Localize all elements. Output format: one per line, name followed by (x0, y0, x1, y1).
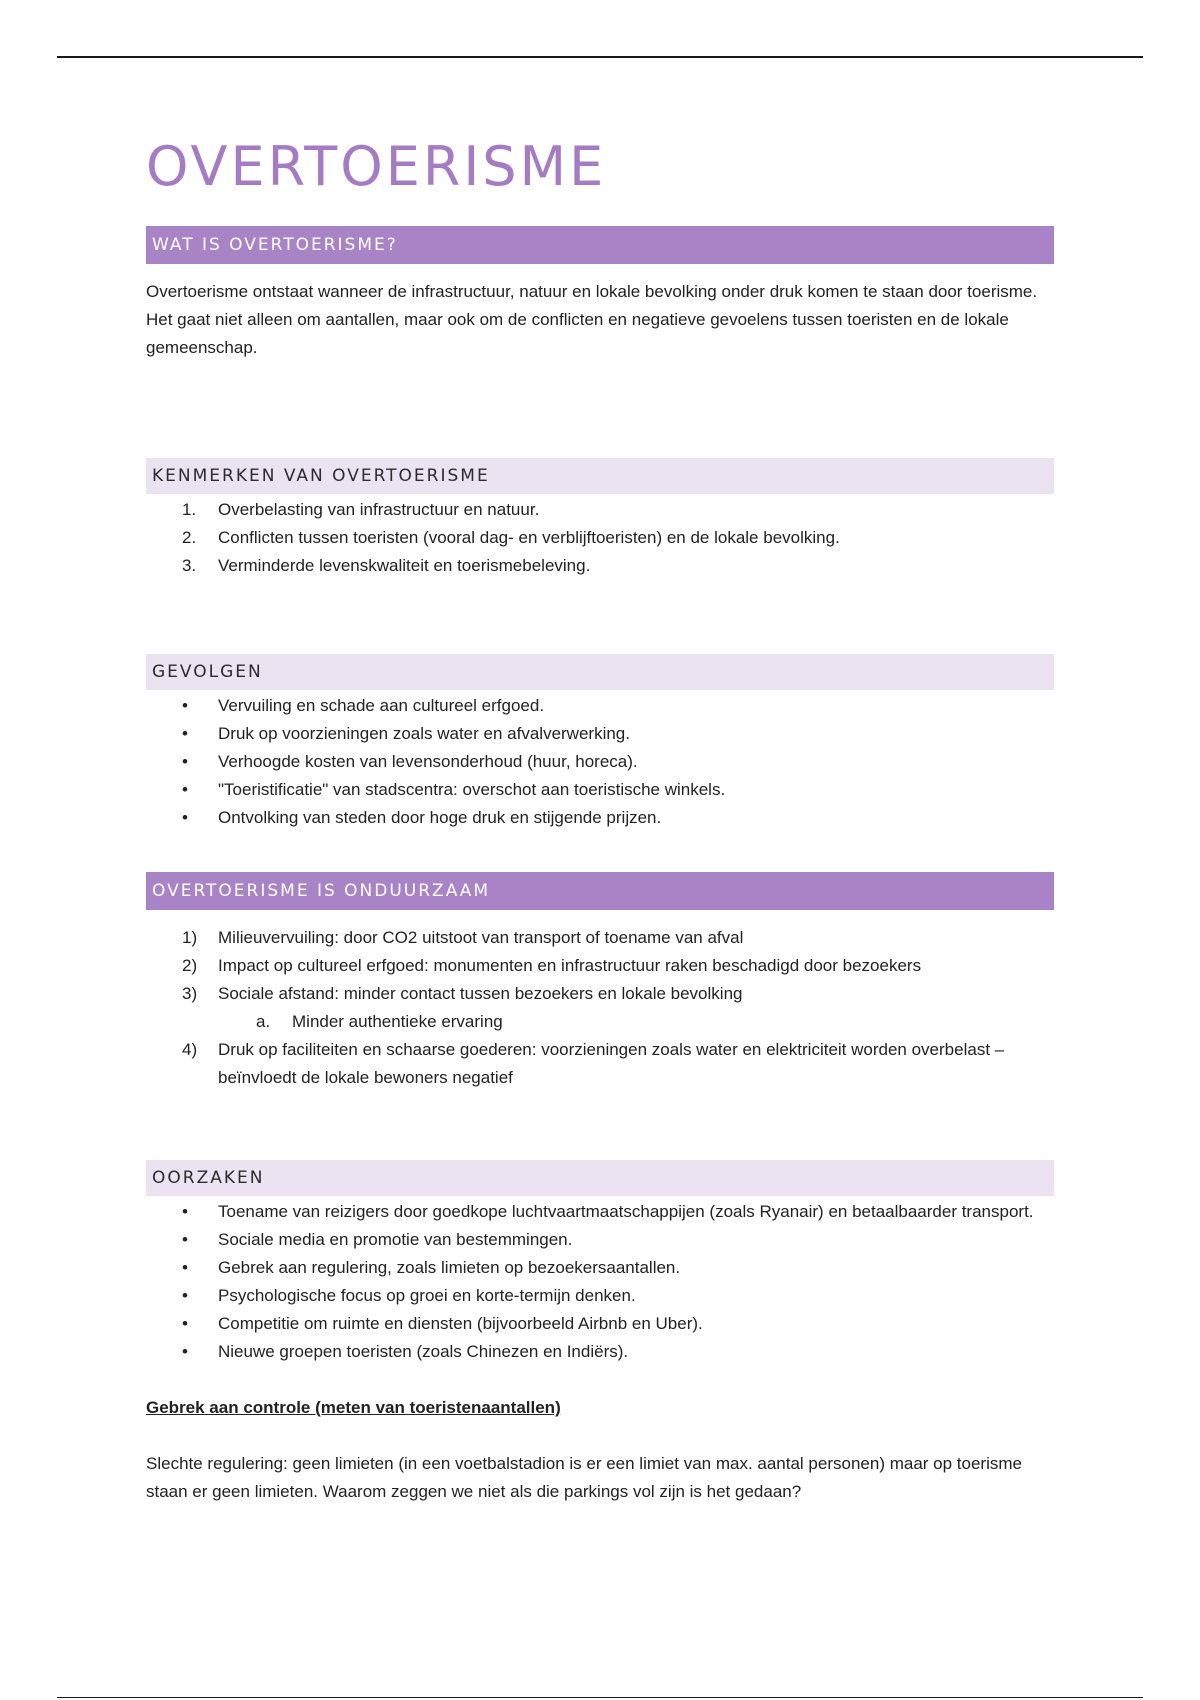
list-item (146, 804, 1054, 832)
document-body (146, 135, 1054, 1506)
list-item (146, 1310, 1054, 1338)
list-item-text: Druk op voorzieningen zoals water en afvalverwerking. (218, 724, 630, 743)
list-item (146, 552, 1054, 580)
list-item-text: Psychologische focus op groei en korte-termijn denken. (218, 1286, 636, 1305)
list-item-text: Verhoogde kosten van levensonderhoud (huur, horeca). (218, 752, 638, 771)
list-item-text: Nieuwe groepen toeristen (zoals Chinezen en Indiërs). (218, 1342, 629, 1361)
list-marker: 3. (182, 556, 197, 575)
bullet-icon: • (182, 724, 188, 743)
bullet-icon: • (182, 808, 188, 827)
list-kenmerken (146, 496, 1054, 580)
bullet-icon: • (182, 1258, 188, 1277)
section-heading-oorzaken: OORZAKEN (146, 1160, 1054, 1196)
list-item-text: Overbelasting van infrastructuur en natuur. (218, 500, 540, 519)
list-item-text: Competitie om ruimte en diensten (bijvoorbeeld Airbnb en Uber). (218, 1314, 703, 1333)
list-gevolgen (146, 692, 1054, 832)
list-item (146, 776, 1054, 804)
list-item (146, 1338, 1054, 1366)
section-heading-kenmerken: KENMERKEN VAN OVERTOERISME (146, 458, 1054, 494)
bullet-icon: • (182, 1342, 188, 1361)
subheading-controle: Gebrek aan controle (meten van toeristenaantallen) (146, 1398, 561, 1417)
section-heading-onduurzaam: OVERTOERISME IS ONDUURZAAM (146, 872, 1054, 910)
section-heading-wat: WAT IS OVERTOERISME? (146, 226, 1054, 264)
document-title: OVERTOERISME (146, 135, 607, 198)
list-marker: 2. (182, 528, 197, 547)
list-marker: a. (256, 1012, 271, 1031)
bullet-icon: • (182, 1230, 188, 1249)
list-item (146, 524, 1054, 552)
list-item (146, 748, 1054, 776)
list-item (146, 952, 1054, 980)
list-item (146, 1198, 1054, 1226)
list-oorzaken (146, 1198, 1054, 1366)
bullet-icon: • (182, 752, 188, 771)
bullet-icon: • (182, 1314, 188, 1333)
bullet-icon: • (182, 780, 188, 799)
list-item-text: Sociale afstand: minder contact tussen bezoekers en lokale bevolking (218, 984, 743, 1003)
list-item-text: Druk op faciliteiten en schaarse goederen: voorzieningen zoals water en elektriciteit worden overbelast – beïnvloedt de lokale bewoners negatief (218, 1040, 1005, 1087)
list-marker: 1. (182, 500, 197, 519)
list-item-text: Impact op cultureel erfgoed: monumenten en infrastructuur raken beschadigd door bezoekers (218, 956, 922, 975)
list-subitem (146, 1008, 1054, 1036)
list-item (146, 720, 1054, 748)
list-item-text: Conflicten tussen toeristen (vooral dag- en verblijftoeristen) en de lokale bevolking. (218, 528, 840, 547)
paragraph-controle: Slechte regulering: geen limieten (in een voetbalstadion is er een limiet van max. aantal personen) maar op toerisme staan er geen limieten. Waarom zeggen we niet als die parkings vol zijn is het gedaan? (146, 1454, 1022, 1501)
list-marker: 2) (182, 956, 198, 975)
list-item-text: Milieuvervuiling: door CO2 uitstoot van transport of toename van afval (218, 928, 744, 947)
bullet-icon: • (182, 696, 188, 715)
list-item-text: Sociale media en promotie van bestemmingen. (218, 1230, 573, 1249)
list-item (146, 1254, 1054, 1282)
bullet-icon: • (182, 1286, 188, 1305)
paragraph-wat: Overtoerisme ontstaat wanneer de infrastructuur, natuur en lokale bevolking onder druk komen te staan door toerisme. Het gaat niet alleen om aantallen, maar ook om de conflicten en negatieve gevoelens tussen toeristen en de lokale gemeenschap. (146, 282, 1038, 357)
bottom-rule (57, 1697, 1143, 1698)
list-item (146, 1282, 1054, 1310)
list-marker: 4) (182, 1040, 198, 1059)
list-item (146, 1226, 1054, 1254)
list-item (146, 496, 1054, 524)
list-item (146, 980, 1054, 1008)
list-marker: 1) (182, 928, 198, 947)
list-item (146, 1036, 1054, 1092)
list-item (146, 692, 1054, 720)
section-heading-gevolgen: GEVOLGEN (146, 654, 1054, 690)
list-item-text: "Toeristificatie" van stadscentra: overschot aan toeristische winkels. (218, 780, 726, 799)
list-item-text: Vervuiling en schade aan cultureel erfgoed. (218, 696, 545, 715)
list-item-text: Ontvolking van steden door hoge druk en stijgende prijzen. (218, 808, 662, 827)
list-item (146, 924, 1054, 952)
list-item-text: Toename van reizigers door goedkope luchtvaartmaatschappijen (zoals Ryanair) en betaalbaarder transport. (218, 1202, 1034, 1221)
top-rule (57, 56, 1143, 58)
list-item-text: Gebrek aan regulering, zoals limieten op bezoekersaantallen. (218, 1258, 681, 1277)
list-onduurzaam (146, 924, 1054, 1092)
bullet-icon: • (182, 1202, 188, 1221)
list-item-text: Verminderde levenskwaliteit en toerismebeleving. (218, 556, 591, 575)
list-item-text: Minder authentieke ervaring (292, 1012, 503, 1031)
list-marker: 3) (182, 984, 198, 1003)
